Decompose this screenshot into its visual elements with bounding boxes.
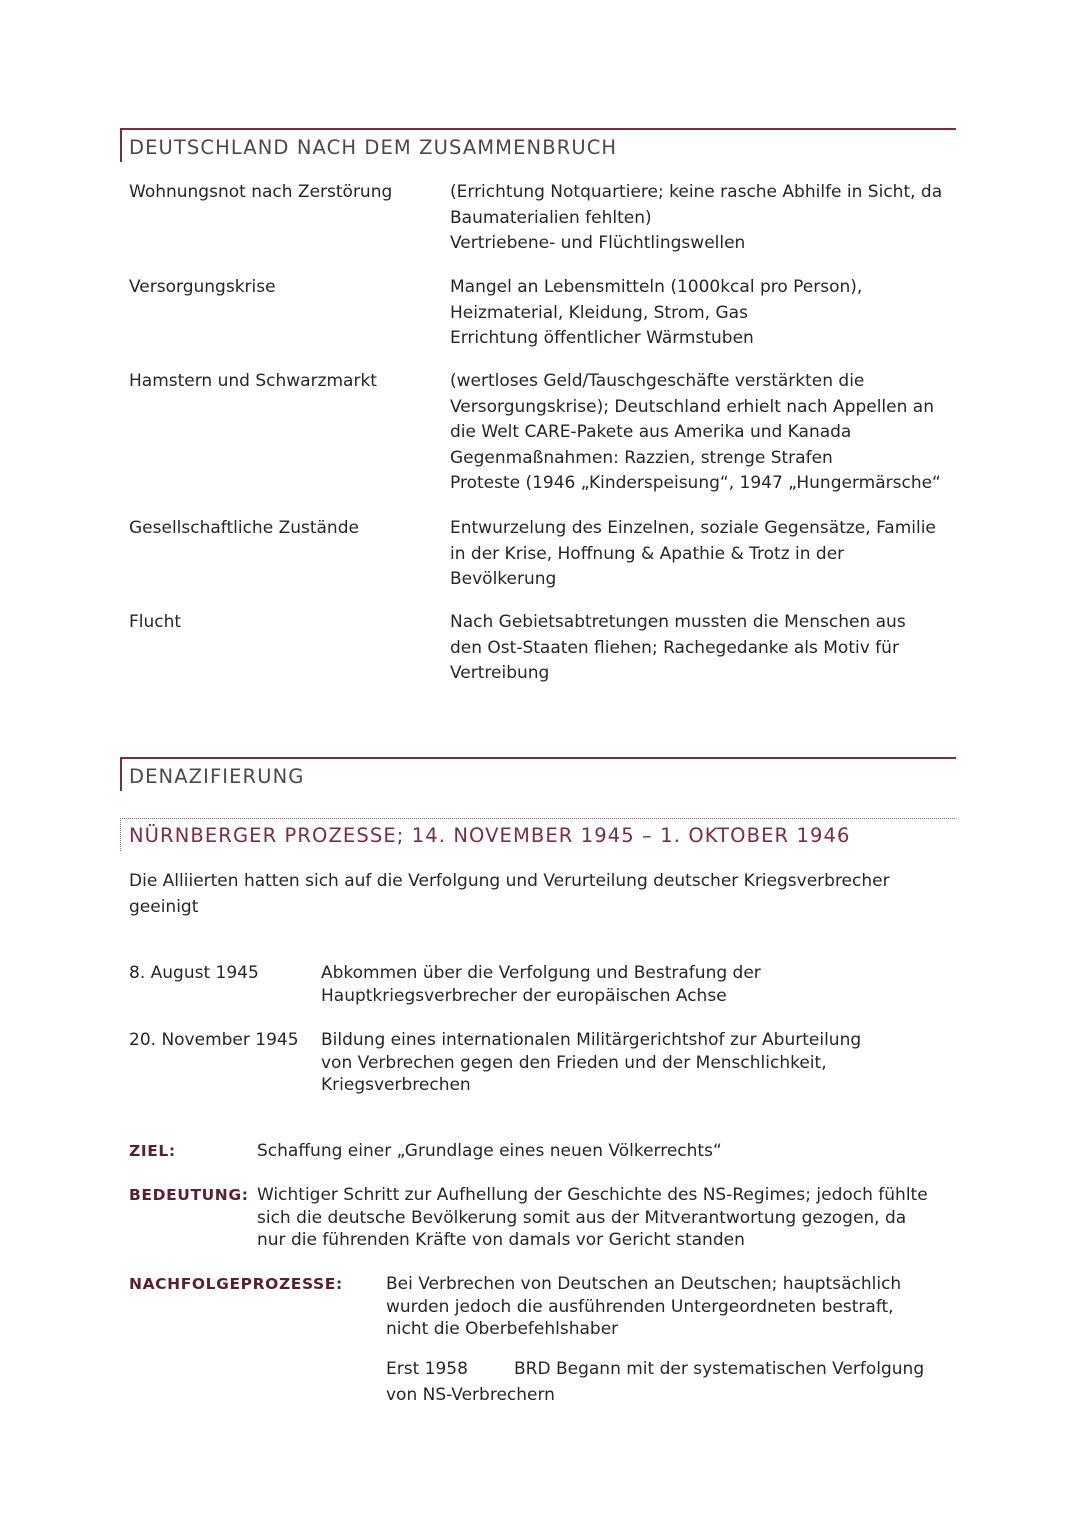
- item-label-wohnungsnot: Wohnungsnot nach Zerstörung: [129, 182, 393, 202]
- intro-paragraph: Die Alliierten hatten sich auf die Verfolgung und Verurteilung deutscher Kriegsverbrecher geeinigt: [129, 871, 890, 917]
- nachfolge-note-line2: von NS-Verbrechern: [386, 1385, 555, 1405]
- subsection-title: NÜRNBERGER PROZESSE; 14. NOVEMBER 1945 – 1. OKTOBER 1946: [129, 824, 851, 847]
- item-description-wohnungsnot: (Errichtung Notquartiere; keine rasche Abhilfe in Sicht, da Baumaterialien fehlten) Vertriebene- und Flüchtlingswellen: [450, 182, 943, 253]
- date-label-1: 8. August 1945: [129, 963, 259, 983]
- nachfolge-label: NACHFOLGEPROZESSE:: [129, 1275, 343, 1293]
- section-header-denazifierung: [120, 757, 956, 791]
- section-title: DENAZIFIERUNG: [129, 765, 305, 788]
- date-description-2: Bildung eines internationalen Militärgerichtshof zur Aburteilung von Verbrechen gegen den Frieden und der Menschlichkeit, Kriegsverbrechen: [321, 1030, 862, 1095]
- nachfolge-note-line1: BRD Begann mit der systematischen Verfolgung: [514, 1359, 925, 1379]
- date-description-1: Abkommen über die Verfolgung und Bestrafung der Hauptkriegsverbrecher der europäischen Achse: [321, 963, 761, 1006]
- bedeutung-text: Wichtiger Schritt zur Aufhellung der Geschichte des NS-Regimes; jedoch fühlte sich die deutsche Bevölkerung somit aus der Mitverantwortung gezogen, da nur die führenden Kräfte von damals vor Gericht standen: [257, 1185, 928, 1250]
- item-description-versorgungskrise: Mangel an Lebensmitteln (1000kcal pro Person), Heizmaterial, Kleidung, Strom, Gas Errichtung öffentlicher Wärmstuben: [450, 277, 863, 348]
- item-description-flucht: Nach Gebietsabtretungen mussten die Menschen aus den Ost-Staaten fliehen; Rachegedanke als Motiv für Vertreibung: [450, 612, 906, 683]
- subsection-header-nuernberg: [120, 818, 955, 851]
- ziel-label: ZIEL:: [129, 1142, 176, 1160]
- item-label-hamstern: Hamstern und Schwarzmarkt: [129, 371, 377, 391]
- date-label-2: 20. November 1945: [129, 1030, 299, 1050]
- item-label-flucht: Flucht: [129, 612, 182, 632]
- bedeutung-label: BEDEUTUNG:: [129, 1186, 249, 1204]
- section-title: DEUTSCHLAND NACH DEM ZUSAMMENBRUCH: [129, 136, 618, 159]
- item-description-hamstern: (wertloses Geld/Tauschgeschäfte verstärkten die Versorgungskrise); Deutschland erhielt nach Appellen an die Welt CARE-Pakete aus Amerika und Kanada Gegenmaßnahmen: Razzien, strenge Strafen Proteste (1946 „Kinderspeisung“, 1947 „Hungermärsche“: [450, 371, 941, 493]
- item-label-gesellschaft: Gesellschaftliche Zustände: [129, 518, 359, 538]
- nachfolge-text: Bei Verbrechen von Deutschen an Deutschen; hauptsächlich wurden jedoch die ausführenden Untergeordneten bestraft, nicht die Oberbefehlshaber: [386, 1274, 902, 1339]
- item-label-versorgungskrise: Versorgungskrise: [129, 277, 276, 297]
- nachfolge-note-year: Erst 1958: [386, 1359, 468, 1379]
- item-description-gesellschaft: Entwurzelung des Einzelnen, soziale Gegensätze, Familie in der Krise, Hoffnung & Apathie & Trotz in der Bevölkerung: [450, 518, 936, 589]
- section-header-zusammenbruch: [120, 128, 956, 162]
- ziel-text: Schaffung einer „Grundlage eines neuen Völkerrechts“: [257, 1141, 722, 1161]
